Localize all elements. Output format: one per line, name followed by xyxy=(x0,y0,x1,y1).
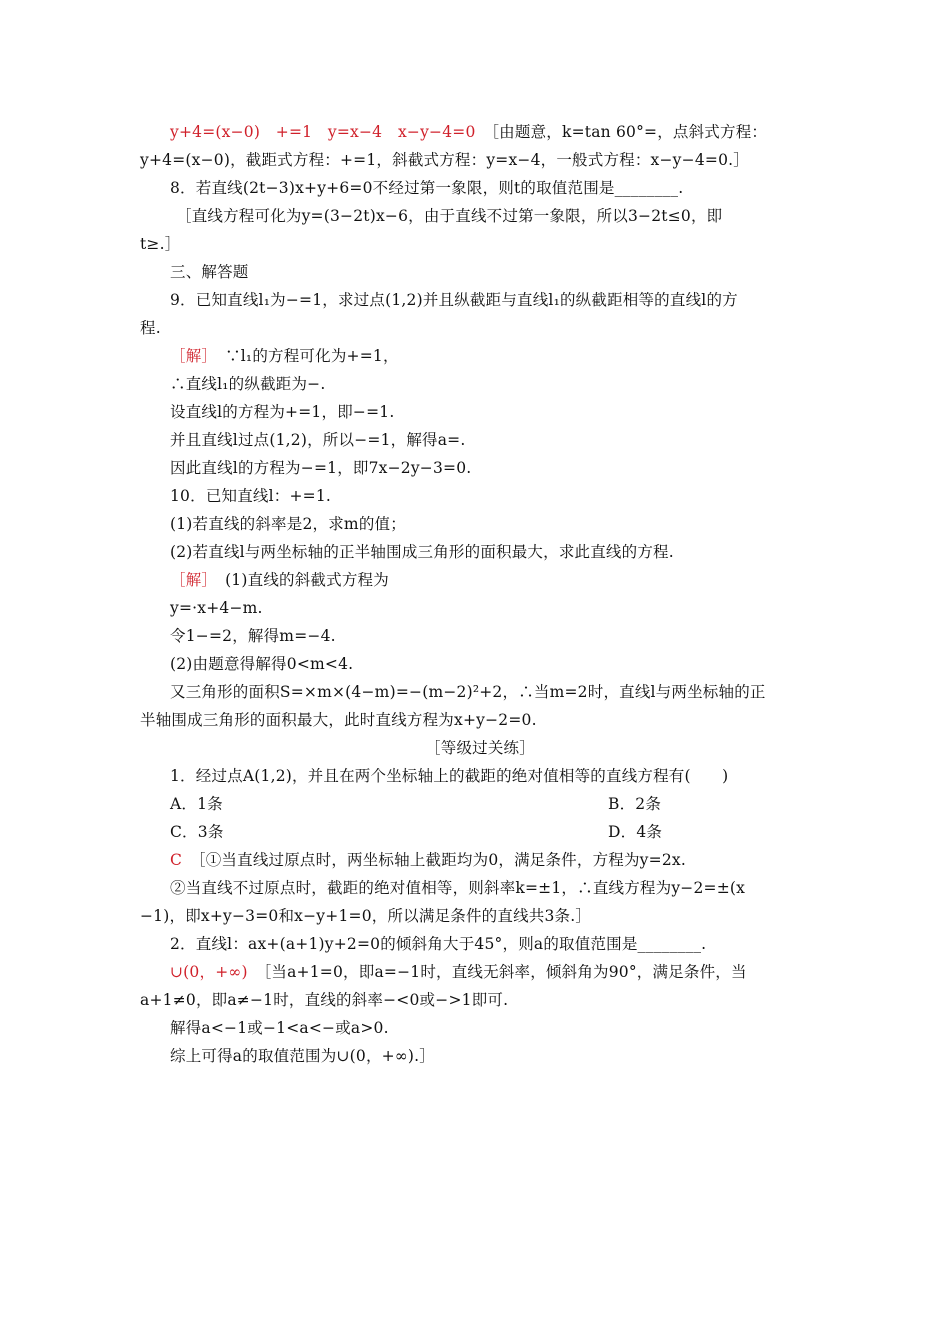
option-a: A．1条 xyxy=(170,795,223,813)
options-row-2 xyxy=(170,822,820,842)
section-title: ［等级过关练］ xyxy=(425,739,535,757)
question-9: 9．已知直线l₁为−=1，求过点(1,2)并且纵截距与直线l₁的纵截距相等的直线l的方 xyxy=(170,291,738,309)
solution-tag: ［解］ xyxy=(170,571,210,589)
answer-2-line-2: a+1≠0，即a≠−1时，直线的斜率−<0或−>1即可. xyxy=(140,991,509,1009)
answer-range: ∪(0，+∞) xyxy=(170,963,248,981)
options-row-1 xyxy=(170,794,820,814)
solution-10-line-5: 又三角形的面积S=×m×(4−m)=−(m−2)²+2，∴当m=2时，直线l与两坐标轴的正 xyxy=(170,683,766,701)
explanation-text: ［由题意，k=tan 60°=，点斜式方程： xyxy=(491,123,768,141)
solution-9-line-3: 设直线l的方程为+=1，即−=1. xyxy=(170,403,395,421)
solution-10-line-3: 令1−=2，解得m=−4. xyxy=(170,627,336,645)
solution-text: (1)直线的斜截式方程为 xyxy=(225,571,389,589)
answer-2-line-3: 解得a<−1或−1<a<−或a>0. xyxy=(170,1019,389,1037)
solution-tag: ［解］ xyxy=(170,347,210,365)
answer-1-line-1 xyxy=(170,850,820,870)
answer-explanation: ［当a+1=0，即a=−1时，直线无斜率，倾斜角为90°，满足条件，当 xyxy=(263,963,747,981)
question-10-part-2: (2)若直线l与两坐标轴的正半轴围成三角形的面积最大，求此直线的方程. xyxy=(170,543,674,561)
solution-10-line-2: y=·x+4−m. xyxy=(170,599,263,617)
solution-10-line-6: 半轴围成三角形的面积最大，此时直线方程为x+y−2=0. xyxy=(140,711,537,729)
solution-10-line-1 xyxy=(170,570,820,590)
option-b: B．2条 xyxy=(608,795,662,813)
answer-text: y+4=(x−0) +=1 y=x−4 x−y−4=0 xyxy=(170,123,476,141)
answer-1-line-2: ②当直线不过原点时，截距的绝对值相等，则斜率k=±1，∴直线方程为y−2=±(x xyxy=(170,879,746,897)
solution-9-line-4: 并且直线l过点(1,2)，所以−=1，解得a=. xyxy=(170,431,466,449)
explanation-8-cont: t≥.］ xyxy=(140,235,181,253)
question-9-cont: 程. xyxy=(140,319,161,337)
question-8: 8．若直线(2t−3)x+y+6=0不经过第一象限，则t的取值范围是________. xyxy=(170,179,684,197)
solution-9-line-5: 因此直线l的方程为−=1，即7x−2y−3=0. xyxy=(170,459,472,477)
line-2: y+4=(x−0)，截距式方程：+=1，斜截式方程：y=x−4，一般式方程：x−y−4=0.］ xyxy=(140,151,749,169)
question-10: 10．已知直线l：+=1. xyxy=(170,487,332,505)
solution-text: ∵l₁的方程可化为+=1， xyxy=(225,347,399,365)
section-heading: 三、解答题 xyxy=(170,263,249,281)
solution-10-line-4: (2)由题意得解得0<m<4. xyxy=(170,655,354,673)
option-c: C．3条 xyxy=(170,823,224,841)
option-d: D．4条 xyxy=(608,823,663,841)
line-1 xyxy=(170,122,820,142)
question-2: 2．直线l：ax+(a+1)y+2=0的倾斜角大于45°，则a的取值范围是________. xyxy=(170,935,707,953)
answer-letter: C xyxy=(170,851,183,869)
question-10-part-1: (1)若直线的斜率是2，求m的值； xyxy=(170,515,406,533)
answer-explanation: ［①当直线过原点时，两坐标轴上截距均为0，满足条件，方程为y=2x. xyxy=(197,851,686,869)
explanation-8: ［直线方程可化为y=(3−2t)x−6，由于直线不过第一象限，所以3−2t≤0，即 xyxy=(176,207,723,225)
question-1: 1．经过点A(1,2)，并且在两个坐标轴上的截距的绝对值相等的直线方程有( ) xyxy=(170,767,729,785)
solution-9-line-2: ∴直线l₁的纵截距为−. xyxy=(170,375,326,393)
answer-1-line-3: −1)，即x+y−3=0和x−y+1=0，所以满足条件的直线共3条.］ xyxy=(140,907,592,925)
answer-2-line-4: 综上可得a的取值范围为∪(0，+∞).］ xyxy=(170,1047,436,1065)
solution-9-line-1 xyxy=(170,346,820,366)
answer-2-line-1 xyxy=(170,962,820,982)
